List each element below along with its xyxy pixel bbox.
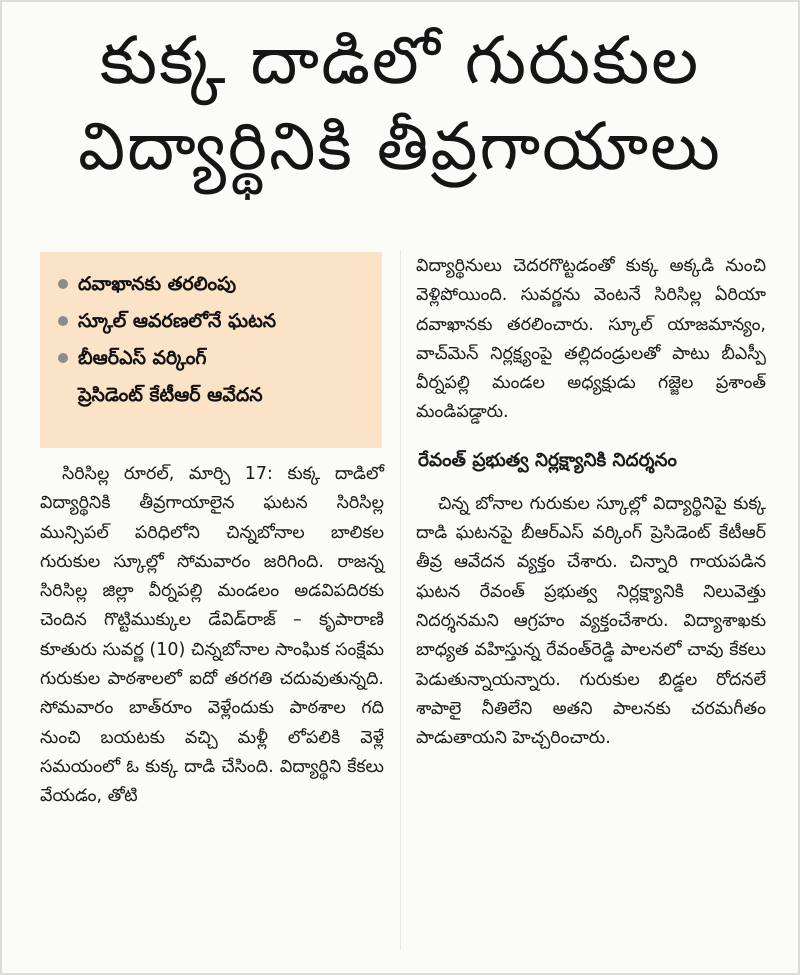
bullet-icon <box>58 316 68 326</box>
bullet-icon <box>58 279 68 289</box>
highlights-box <box>40 252 382 448</box>
article-paragraph: చిన్న బోనాల గురుకుల స్కూల్లో విద్యార్థినిపై కుక్క దాడి ఘటనపై బీఆర్ఎస్ వర్కింగ్ ప్రెసిడెంట్ కేటీఆర్ తీవ్ర ఆవేదన వ్యక్తం చేశారు. చిన్నారి గాయపడిన ఘటన రేవంత్ ప్రభుత్వ నిర్లక్ష్యానికి నిలువెత్తు నిదర్శనమని ఆగ్రహం వ్యక్తంచేశారు. విద్యాశాఖకు బాధ్యత వహిస్తున్న రేవంత్‌రెడ్డి పాలనలో చావు కేకలు పెడుతున్నాయన్నారు. గురుకుల బిడ్డల రోదనలే శాపాలై నీతిలేని అతని పాలనకు చరమగీతం పాడుతాయని హెచ్చరించారు. <box>416 493 766 749</box>
article-left-column <box>40 460 384 812</box>
headline-line-2: విద్యార్థినికి తీవ్రగాయాలు <box>78 108 722 185</box>
highlight-text: దవాఖానకు తరలింపు <box>78 273 237 295</box>
article-subheading: రేవంత్ ప్రభుత్వ నిర్లక్ష్యానికి నిదర్శనం <box>418 449 677 471</box>
article-right-column <box>416 252 766 753</box>
headline-line-1: కుక్క దాడిలో గురుకుల <box>99 22 701 99</box>
headline <box>20 18 780 190</box>
article-paragraph: విద్యార్థినులు చెదరగొట్టడంతో కుక్క అక్కడి నుంచి వెళ్లిపోయింది. సువర్ణను వెంటనే సిరిసిల్ల ఏరియా దవాఖానకు తరలించారు. స్కూల్ యాజమాన్యం, వాచ్‌మెన్ నిర్లక్ష్యంపై తల్లిదండ్రులతో పాటు బీఎస్పీ వీర్నపల్లి మండల అధ్యక్షుడు గజ్జెల ప్రశాంత్ మండిపడ్డారు. <box>416 256 766 423</box>
highlight-item-continuation: ప్రెసిడెంట్ కేటీఆర్ ఆవేదన <box>78 384 263 406</box>
highlight-text: బీఆర్ఎస్ వర్కింగ్ <box>78 347 207 369</box>
highlight-text: స్కూల్ ఆవరణలోనే ఘటన <box>78 310 277 332</box>
highlight-item <box>54 303 370 340</box>
highlight-item <box>54 266 370 303</box>
bullet-icon <box>58 353 68 363</box>
article-paragraph: సిరిసిల్ల రూరల్, మార్చి 17: కుక్క దాడిలో విద్యార్థినికి తీవ్రగాయాలైన ఘటన సిరిసిల్ల మున్సిపల్ పరిధిలోని చిన్నబోనాల బాలికల గురుకుల స్కూల్లో సోమవారం జరిగింది. రాజన్న సిరిసిల్ల జిల్లా వీర్నపల్లి మండలం అడవిపదిరకు చెందిన గొట్టిముక్కుల డేవిడ్‌రాజ్ – కృపారాణి కూతురు సువర్ణ (10) చిన్నబోనాల సాంఘిక సంక్షేమ గురుకుల పాఠశాలలో ఐదో తరగతి చదువుతున్నది. సోమవారం బాత్‌రూం వెళ్లేందుకు పాఠశాల గది నుంచి బయటకు వచ్చి మళ్లీ లోపలికి వెళ్లే సమయంలో ఓ కుక్క దాడి చేసింది. విద్యార్థిని కేకలు వేయడం, తోటి <box>40 464 384 807</box>
column-divider <box>400 250 401 950</box>
highlight-item <box>54 340 370 377</box>
